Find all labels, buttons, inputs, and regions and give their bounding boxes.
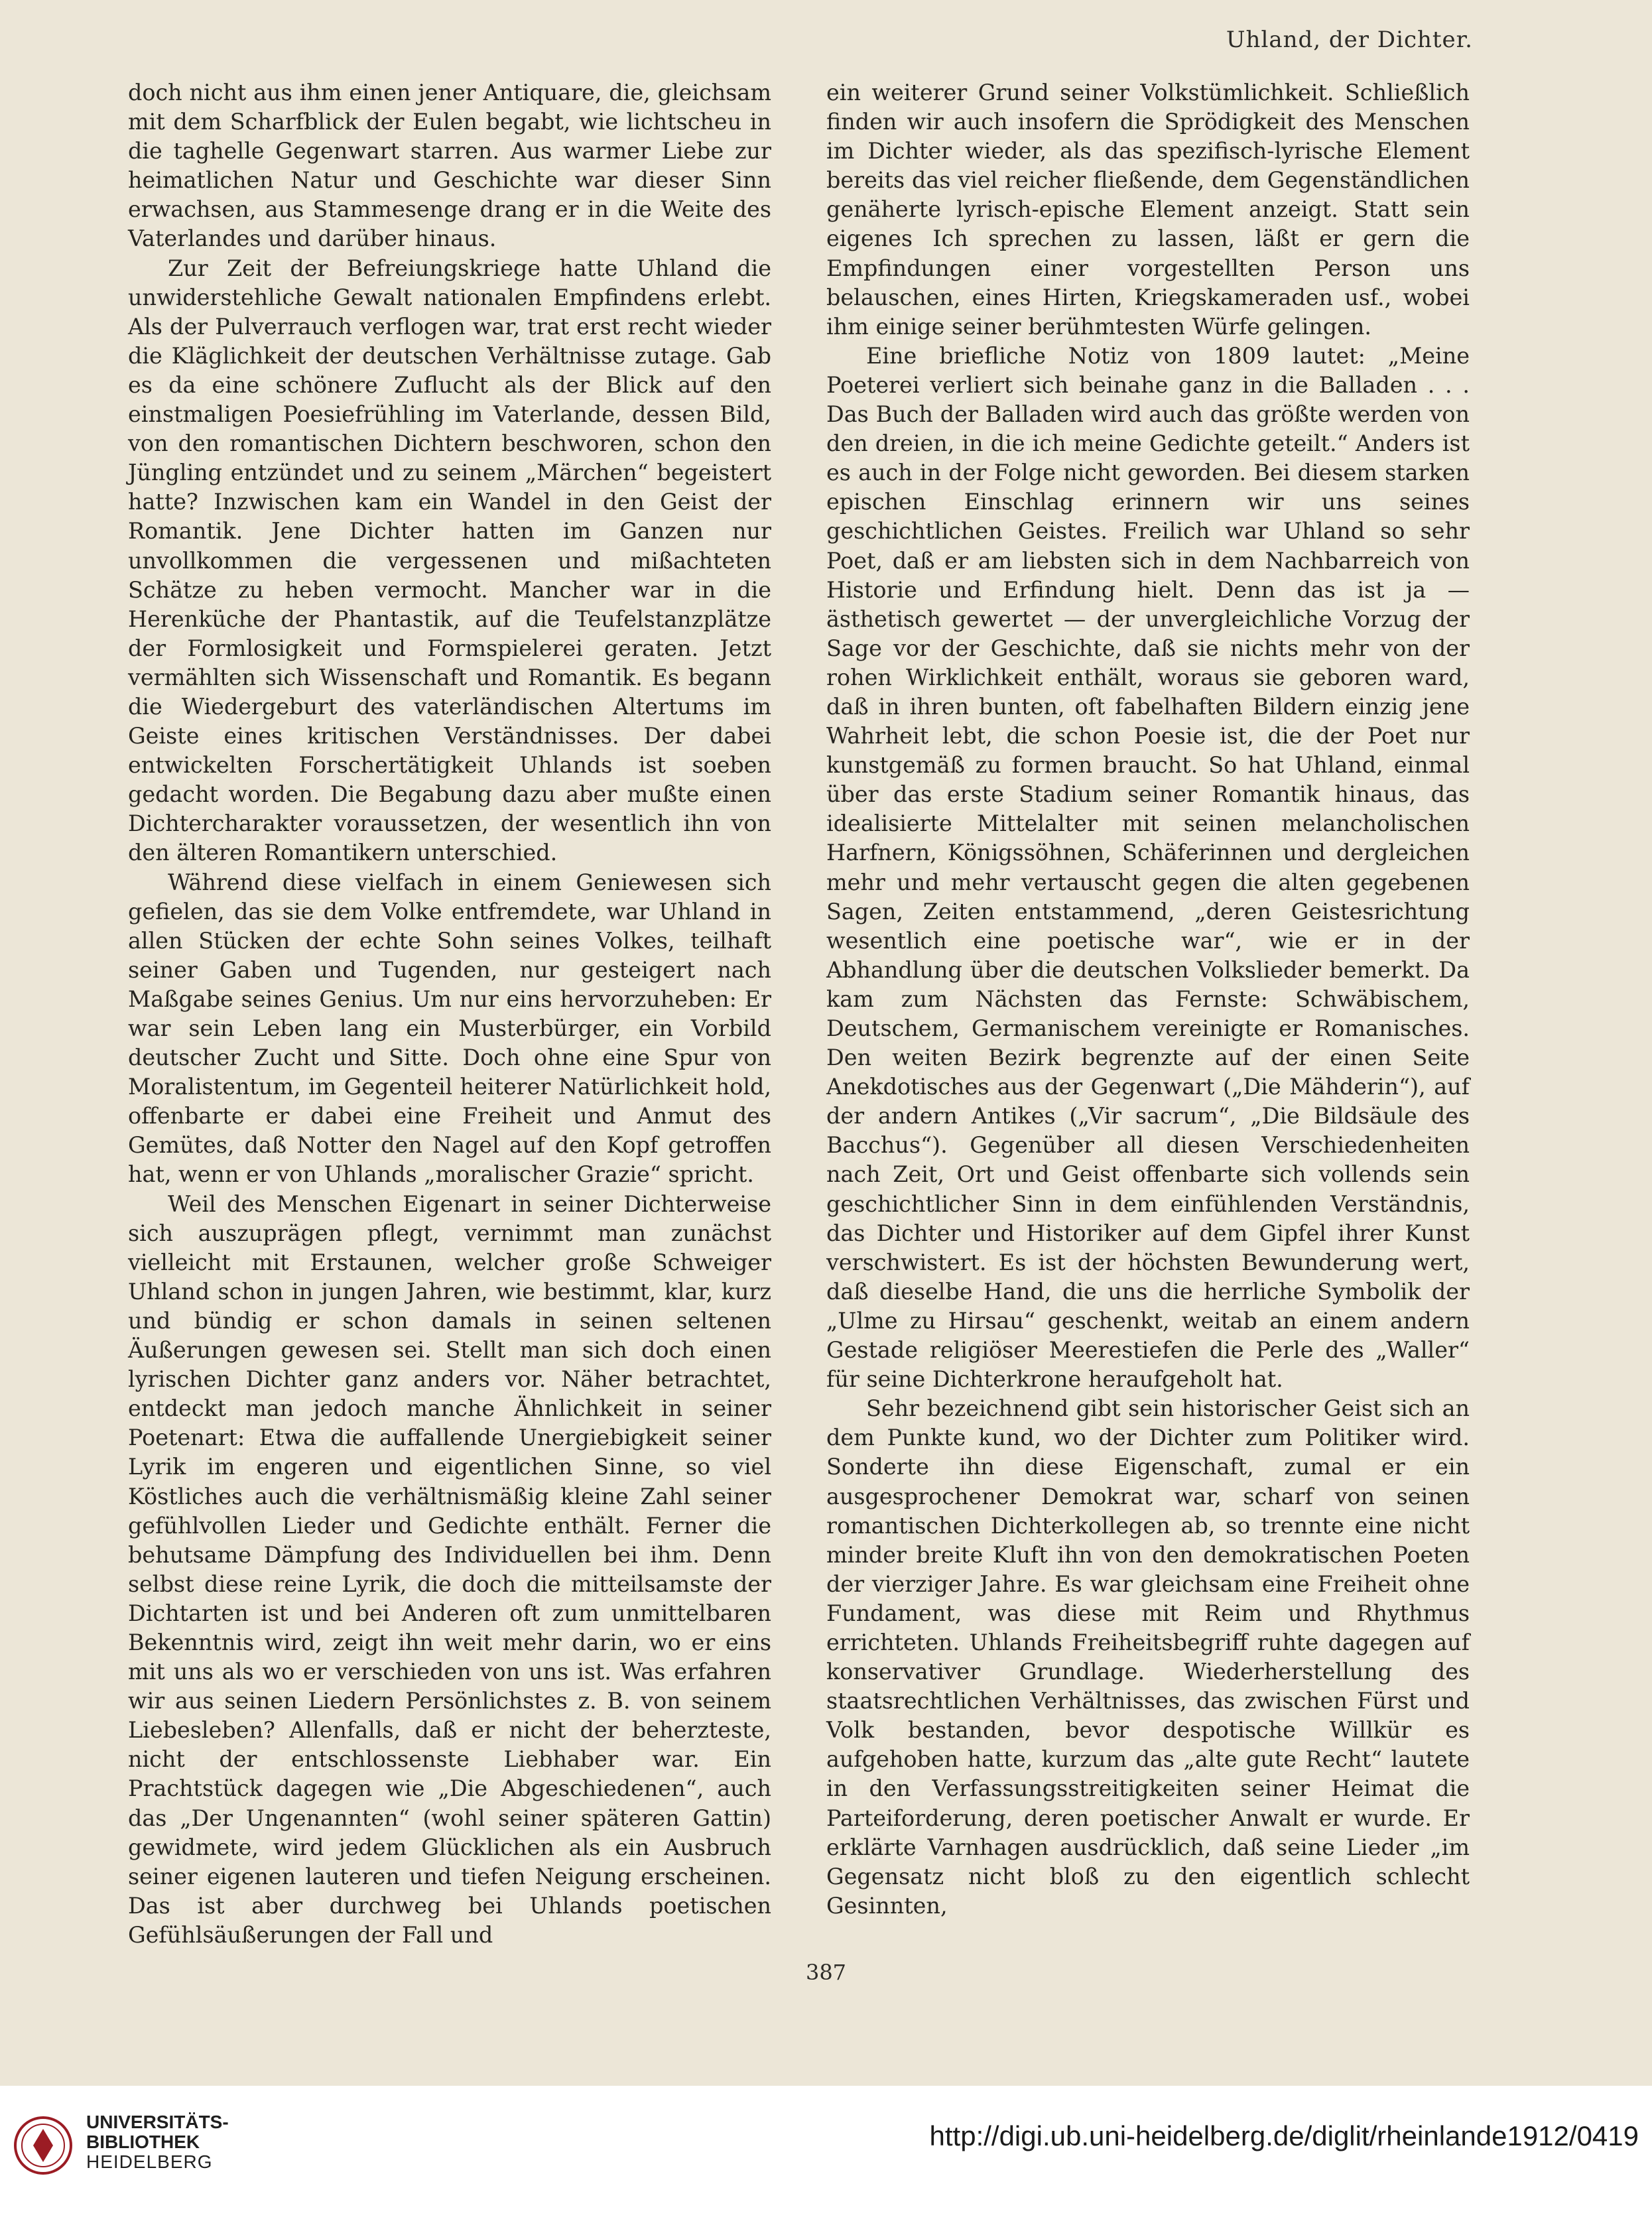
- paragraph: Weil des Menschen Eigenart in seiner Dichterweise sich auszuprägen pflegt, vernimmt man zunächst vielleicht mit Erstaunen, welcher große Schweiger Uhland schon in jungen Jahren, wie bestimmt, klar, kurz und bündig er schon damals in seinen seltenen Äußerungen gewesen sei. Stellt man sich doch einen lyrischen Dichter ganz anders vor. Näher betrachtet, entdeckt man jedoch manche Ähnlichkeit in seiner Poetenart: Etwa die auffallende Unergiebigkeit seiner Lyrik im engeren und eigentlichen Sinne, so viel Köstliches auch die verhältnismäßig kleine Zahl seiner gefühlvollen Lieder und Gedichte enthält. Ferner die behutsame Dämpfung des Individuellen bei ihm. Denn selbst diese reine Lyrik, die doch die mitteilsamste der Dichtarten ist und bei Anderen oft zum unmittelbaren Bekenntnis wird, zeigt ihn weit mehr darin, wo er eins mit uns als wo er verschieden von uns ist. Was erfahren wir aus seinen Liedern Persönlichstes z. B. von seinem Liebesleben? Allenfalls, daß er nicht der beherzteste, nicht der entschlossenste Liebhaber war. Ein Prachtstück dagegen wie „Die Abgeschiedenen“, auch das „Der Ungenannten“ (wohl seiner späteren Gattin) gewidmete, wird jedem Glücklichen als ein Ausbruch seiner eigenen lauteren und tiefen Neigung erscheinen. Das ist aber durchweg bei Uhlands poetischen Gefühlsäußerungen der Fall und: [128, 1190, 771, 1948]
- library-name: [86, 2112, 229, 2172]
- library-name-line: UNIVERSITÄTS-: [86, 2112, 229, 2132]
- page-number: 387: [805, 1960, 847, 1985]
- source-url-link[interactable]: http://digi.ub.uni-heidelberg.de/diglit/rheinlande1912/0419: [929, 2120, 1639, 2151]
- paragraph: Während diese vielfach in einem Geniewesen sich gefielen, das sie dem Volke entfremdete, war Uhland in allen Stücken der echte Sohn seines Volkes, teilhaft seiner Gaben und Tugenden, nur gesteigert nach Maßgabe seines Genius. Um nur eins hervorzuheben: Er war sein Leben lang ein Musterbürger, ein Vorbild deutscher Zucht und Sitte. Doch ohne eine Spur von Moralistentum, im Gegenteil heiterer Natürlichkeit hold, offenbarte er dabei eine Freiheit und Anmut des Gemütes, daß Notter den Nagel auf den Kopf getroffen hat, wenn er von Uhlands „moralischer Grazie“ spricht.: [128, 869, 771, 1188]
- paragraph: Eine briefliche Notiz von 1809 lautet: „Meine Poeterei verliert sich beinahe ganz in die Balladen . . . Das Buch der Balladen wird auch das größte werden von den dreien, in die ich meine Gedichte geteilt.“ Anders ist es auch in der Folge nicht geworden. Bei diesem starken epischen Einschlag erinnern wir uns seines geschichtlichen Geistes. Freilich war Uhland so sehr Poet, daß er am liebsten sich in dem Nachbarreich von Historie und Erfindung hielt. Denn das ist ja — ästhetisch gewertet — der unvergleichliche Vorzug der Sage vor der Geschichte, daß sie nichts mehr von der rohen Wirklichkeit enthält, woraus sie geboren ward, daß in ihren bunten, oft fabelhaften Bildern einzig jene Wahrheit lebt, die schon Poesie ist, die der Poet nur kunstgemäß zu formen braucht. So hat Uhland, einmal über das erste Stadium seiner Romantik hinaus, das idealisierte Mittelalter mit seinen melancholischen Harfnern, Königssöhnen, Schäferinnen und dergleichen mehr und mehr vertauscht gegen die alten gegebenen Sagen, Zeiten entstammend, „deren Geistesrichtung wesentlich eine poetische war“, wie er in der Abhandlung über die deutschen Volkslieder bemerkt. Da kam zum Nächsten das Fernste: Schwäbischem, Deutschem, Germanischem vereinigte er Romanisches. Den weiten Bezirk begrenzte auf der einen Seite Anekdotisches aus der Gegenwart („Die Mähderin“), auf der andern Antikes („Vir sacrum“, „Die Bildsäule des Bacchus“). Gegenüber all diesen Verschiedenheiten nach Zeit, Ort und Geist offenbarte sich vollends sein geschichtlicher Sinn in dem einfühlenden Verständnis, das Dichter und Historiker auf dem Gipfel ihrer Kunst verschwistert. Es ist der höchsten Bewunderung wert, daß dieselbe Hand, die uns die herrliche Symbolik der „Ulme zu Hirsau“ geschenkt, weitab an einem andern Gestade religiöser Meerestiefen die Perle des „Waller“ für seine Dichterkrone heraufgeholt hat.: [826, 342, 1470, 1393]
- text-column-left: [128, 78, 771, 1950]
- paragraph: Sehr bezeichnend gibt sein historischer Geist sich an dem Punkte kund, wo der Dichter zum Politiker wird. Sonderte ihn diese Eigenschaft, zumal er ein ausgesprochener Demokrat war, scharf von seinen romantischen Dichterkollegen ab, so trennte eine nicht minder breite Kluft ihn von den demokratischen Poeten der vierziger Jahre. Es war gleichsam eine Freiheit ohne Fundament, was diese mit Reim und Rhythmus errichteten. Uhlands Freiheitsbegriff ruhte dagegen auf konservativer Grundlage. Wiederherstellung des staatsrechtlichen Verhältnisses, das zwischen Fürst und Volk bestanden, bevor despotische Willkür es aufgehoben hatte, kurzum das „alte gute Recht“ lautete in den Verfassungsstreitigkeiten seiner Heimat die Parteiforderung, deren poetischer Anwalt er wurde. Er erklärte Varnhagen ausdrücklich, daß seine Lieder „im Gegensatz nicht bloß zu den eigentlich schlecht Gesinnten,: [826, 1395, 1470, 1919]
- paragraph: doch nicht aus ihm einen jener Antiquare, die, gleichsam mit dem Scharfblick der Eulen begabt, wie lichtscheu in die taghelle Gegenwart starren. Aus warmer Liebe zur heimatlichen Natur und Geschichte war dieser Sinn erwachsen, aus Stammesenge drang er in die Weite des Vaterlandes und darüber hinaus.: [128, 80, 771, 252]
- library-name-line: BIBLIOTHEK: [86, 2132, 200, 2152]
- library-footer: [0, 2086, 1652, 2235]
- library-logo[interactable]: [13, 2112, 279, 2218]
- paragraph: ein weiterer Grund seiner Volkstümlichkeit. Schließlich finden wir auch insofern die Sprödigkeit des Menschen im Dichter wieder, als das spezifisch-lyrische Element bereits das viel reicher fließende, dem Gegenständlichen genäherte lyrisch-epische Element anzeigt. Statt sein eigenes Ich sprechen zu lassen, läßt er gern die Empfindungen einer vorgestellten Person uns belauschen, eines Hirten, Kriegskameraden usf., wobei ihm einige seiner berühmtesten Würfe gelingen.: [826, 80, 1470, 340]
- library-name-line: HEIDELBERG: [86, 2151, 213, 2172]
- text-column-right: [826, 78, 1470, 1921]
- paragraph: Zur Zeit der Befreiungskriege hatte Uhland die unwiderstehliche Gewalt nationalen Empfindens erlebt. Als der Pulverrauch verflogen war, trat erst recht wieder die Kläglichkeit der deutschen Verhältnisse zutage. Gab es da eine schönere Zuflucht als der Blick auf den einstmaligen Poesiefrühling im Vaterlande, dessen Bild, von den romantischen Dichtern beschworen, schon den Jüngling entzündet und zu seinem „Märchen“ begeistert hatte? Inzwischen kam ein Wandel in den Geist der Romantik. Jene Dichter hatten im Ganzen nur unvollkommen die vergessenen und mißachteten Schätze zu heben vermocht. Mancher war in die Herenküche der Phantastik, auf die Teufelstanzplätze der Formlosigkeit und Formspielerei geraten. Jetzt vermählten sich Wissenschaft und Romantik. Es begann die Wiedergeburt des vaterländischen Altertums im Geiste eines kritischen Verständnisses. Der dabei entwickelten Forschertätigkeit Uhlands ist soeben gedacht worden. Die Begabung dazu aber mußte einen Dichtercharakter voraussetzen, der wesentlich ihn von den älteren Romantikern unterschied.: [128, 255, 771, 866]
- university-seal-icon: [13, 2116, 73, 2175]
- running-header: Uhland, der Dichter.: [1226, 27, 1473, 53]
